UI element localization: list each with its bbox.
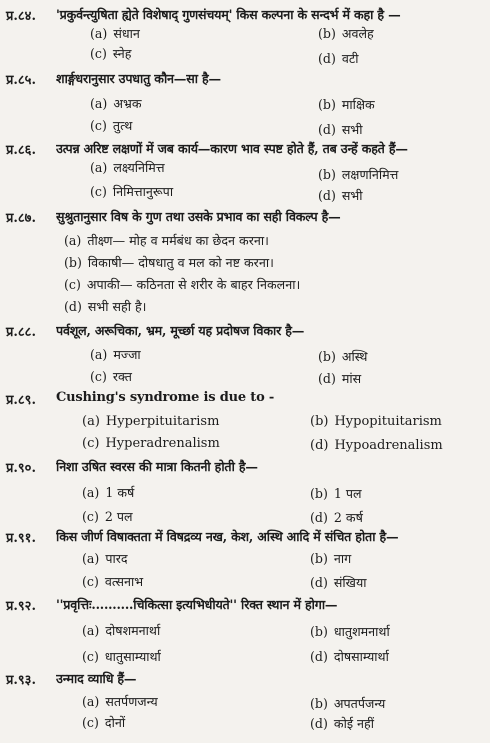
option-label: (c) bbox=[90, 184, 107, 199]
option-label: (b) bbox=[310, 414, 329, 429]
option-c bbox=[90, 183, 173, 200]
question-text: उन्माद व्याधि हैं— bbox=[56, 671, 137, 686]
option-text: अपतर्पजन्य bbox=[333, 696, 386, 711]
option-a bbox=[90, 159, 165, 176]
option-text: अपाकी— कठिनता से शरीर के बाहर निकलना। bbox=[86, 277, 301, 292]
option-d bbox=[318, 370, 361, 387]
option-d bbox=[310, 438, 443, 453]
question-number: प्र.९३. bbox=[6, 673, 36, 688]
question-number: प्र.८४. bbox=[6, 9, 36, 24]
option-text: सतर्पणजन्य bbox=[105, 694, 158, 709]
option-text: लक्षणनिमित्त bbox=[341, 167, 399, 182]
option-c bbox=[82, 573, 143, 590]
option-label: (b) bbox=[64, 255, 82, 270]
question-number: प्र.८६. bbox=[6, 143, 36, 158]
option-label: (a) bbox=[82, 414, 100, 429]
option-label: (a) bbox=[82, 694, 100, 709]
option-text: Hypopituitarism bbox=[334, 414, 442, 429]
option-a bbox=[90, 346, 141, 363]
option-text: दोनों bbox=[104, 715, 126, 730]
option-b bbox=[310, 550, 351, 567]
option-text: माक्षिक bbox=[341, 97, 375, 112]
option-text: कोई नहीं bbox=[333, 716, 374, 731]
option-text: अवलेह bbox=[341, 26, 374, 41]
option-text: 1 पल bbox=[333, 486, 362, 501]
question-text: पर्वशूल, अरूचिका, भ्रम, मूर्च्छा यह प्रदोषज विकार है— bbox=[56, 323, 305, 338]
option-label: (b) bbox=[310, 551, 328, 566]
option-label: (d) bbox=[318, 122, 336, 137]
option-label: (d) bbox=[310, 649, 328, 664]
question-text: शार्ङ्गधरानुसार उपधातु कौन—सा है— bbox=[56, 71, 221, 86]
option-label: (d) bbox=[310, 438, 329, 453]
option-text: दोषसाम्यार्था bbox=[333, 649, 389, 664]
option-text: संखिया bbox=[333, 575, 367, 590]
option-d bbox=[318, 50, 359, 67]
question-number: प्र.८७. bbox=[6, 211, 36, 226]
option-label: (a) bbox=[64, 233, 82, 248]
option-label: (b) bbox=[318, 26, 336, 41]
option-b bbox=[310, 695, 385, 712]
option-text: लक्ष्यनिमित्त bbox=[113, 160, 165, 175]
question-number: प्र.९१. bbox=[6, 531, 36, 546]
option-d bbox=[64, 298, 146, 315]
option-label: (d) bbox=[310, 575, 328, 590]
option-a bbox=[82, 622, 160, 639]
option-text: Hyperadrenalism bbox=[105, 436, 220, 451]
option-label: (c) bbox=[82, 574, 99, 589]
option-text: तीक्ष्ण— मोह व मर्मबंध का छेदन करना। bbox=[87, 233, 269, 248]
question-number: प्र.९२. bbox=[6, 599, 36, 614]
option-c bbox=[82, 648, 161, 665]
option-label: (d) bbox=[310, 716, 328, 731]
option-label: (b) bbox=[318, 167, 336, 182]
option-label: (c) bbox=[90, 369, 107, 384]
option-text: अस्थि bbox=[341, 349, 368, 364]
option-c bbox=[90, 45, 131, 62]
option-a bbox=[82, 484, 134, 501]
option-text: पारद bbox=[105, 551, 128, 566]
option-text: अभ्रक bbox=[113, 96, 142, 111]
option-text: सभी bbox=[341, 122, 363, 137]
option-label: (b) bbox=[318, 97, 336, 112]
question-text: ''प्रवृत्तिः..........चिकित्सा इत्यभिधीयते'' रिक्त स्थान में होगा— bbox=[56, 597, 338, 612]
option-c bbox=[90, 117, 132, 134]
option-b bbox=[310, 414, 442, 429]
option-label: (c) bbox=[82, 715, 99, 730]
option-text: 2 कर्ष bbox=[333, 510, 363, 525]
option-d bbox=[310, 509, 363, 526]
option-text: Hypoadrenalism bbox=[334, 438, 443, 453]
option-label: (b) bbox=[318, 349, 336, 364]
option-text: वत्सनाभ bbox=[104, 574, 144, 589]
option-text: तुत्थ bbox=[112, 118, 133, 133]
option-text: 2 पल bbox=[104, 509, 133, 524]
option-text: सभी सही है। bbox=[87, 299, 147, 314]
question-text: Cushing's syndrome is due to - bbox=[56, 390, 275, 405]
option-c bbox=[90, 368, 132, 385]
question-number: प्र.८८. bbox=[6, 325, 36, 340]
option-label: (a) bbox=[82, 551, 100, 566]
option-d bbox=[310, 574, 367, 591]
option-a bbox=[82, 550, 128, 567]
question-number: प्र.८५. bbox=[6, 73, 36, 88]
option-text: धातुसाम्यार्था bbox=[104, 649, 161, 664]
option-d bbox=[310, 648, 389, 665]
option-text: धातुशमनार्था bbox=[333, 624, 390, 639]
option-label: (c) bbox=[90, 46, 107, 61]
option-label: (c) bbox=[64, 277, 81, 292]
option-text: 1 कर्ष bbox=[105, 485, 135, 500]
option-d bbox=[318, 187, 363, 204]
option-d bbox=[318, 121, 363, 138]
option-b bbox=[310, 485, 362, 502]
option-c bbox=[82, 508, 133, 525]
option-label: (b) bbox=[310, 486, 328, 501]
option-text: मांस bbox=[341, 371, 362, 386]
option-text: Hyperpituitarism bbox=[105, 414, 220, 429]
option-label: (d) bbox=[310, 510, 328, 525]
question-text: किस जीर्ण विषाक्तता में विषद्रव्य नख, केश, अस्थि आदि में संचित होता है— bbox=[56, 529, 399, 544]
option-a bbox=[64, 232, 269, 249]
option-label: (a) bbox=[90, 96, 108, 111]
option-b bbox=[64, 254, 274, 271]
option-a bbox=[82, 414, 219, 429]
option-label: (d) bbox=[64, 299, 82, 314]
option-b bbox=[318, 96, 375, 113]
option-text: संधान bbox=[113, 26, 140, 41]
option-label: (c) bbox=[82, 436, 100, 451]
option-text: नाग bbox=[333, 551, 352, 566]
option-label: (a) bbox=[90, 347, 108, 362]
option-label: (a) bbox=[90, 26, 108, 41]
option-label: (d) bbox=[318, 188, 336, 203]
option-text: दोषशमनार्था bbox=[105, 623, 161, 638]
option-text: मज्जा bbox=[113, 347, 141, 362]
question-text: निशा उषित स्वरस की मात्रा कितनी होती है— bbox=[56, 459, 258, 474]
question-text: 'प्रकुर्वन्त्युषिता ह्येते विशेषाद् गुणसंचयम्' किस कल्पना के सन्दर्भ में कहा है — bbox=[56, 7, 401, 22]
option-b bbox=[318, 166, 398, 183]
option-label: (c) bbox=[90, 118, 107, 133]
option-label: (b) bbox=[310, 696, 328, 711]
option-text: विकाषी— दोषधातु व मल को नष्ट करना। bbox=[87, 255, 274, 270]
option-text: निमित्तानुरूपा bbox=[112, 184, 174, 199]
option-label: (d) bbox=[318, 51, 336, 66]
option-a bbox=[82, 693, 158, 710]
option-label: (a) bbox=[82, 485, 100, 500]
option-c bbox=[82, 436, 220, 451]
option-c bbox=[64, 276, 300, 293]
option-text: वटी bbox=[341, 51, 359, 66]
option-d bbox=[310, 715, 374, 732]
question-number: प्र.८९. bbox=[6, 393, 36, 408]
option-label: (c) bbox=[82, 509, 99, 524]
option-b bbox=[318, 25, 374, 42]
option-label: (a) bbox=[82, 623, 100, 638]
option-a bbox=[90, 95, 142, 112]
question-text: उत्पन्न अरिष्ट लक्षणों में जब कार्य—कारण भाव स्पष्ट होते हैं, तब उन्हें कहते हैं— bbox=[56, 141, 408, 156]
option-text: स्नेह bbox=[112, 46, 132, 61]
question-number: प्र.९०. bbox=[6, 461, 36, 476]
question-text: सुश्रुतानुसार विष के गुण तथा उसके प्रभाव का सही विकल्प है— bbox=[56, 209, 341, 224]
option-label: (c) bbox=[82, 649, 99, 664]
option-a bbox=[90, 25, 140, 42]
option-label: (b) bbox=[310, 624, 328, 639]
option-text: रक्त bbox=[112, 369, 132, 384]
option-b bbox=[318, 348, 367, 365]
option-b bbox=[310, 623, 390, 640]
option-text: सभी bbox=[341, 188, 363, 203]
option-label: (d) bbox=[318, 371, 336, 386]
option-label: (a) bbox=[90, 160, 108, 175]
option-c bbox=[82, 714, 125, 731]
